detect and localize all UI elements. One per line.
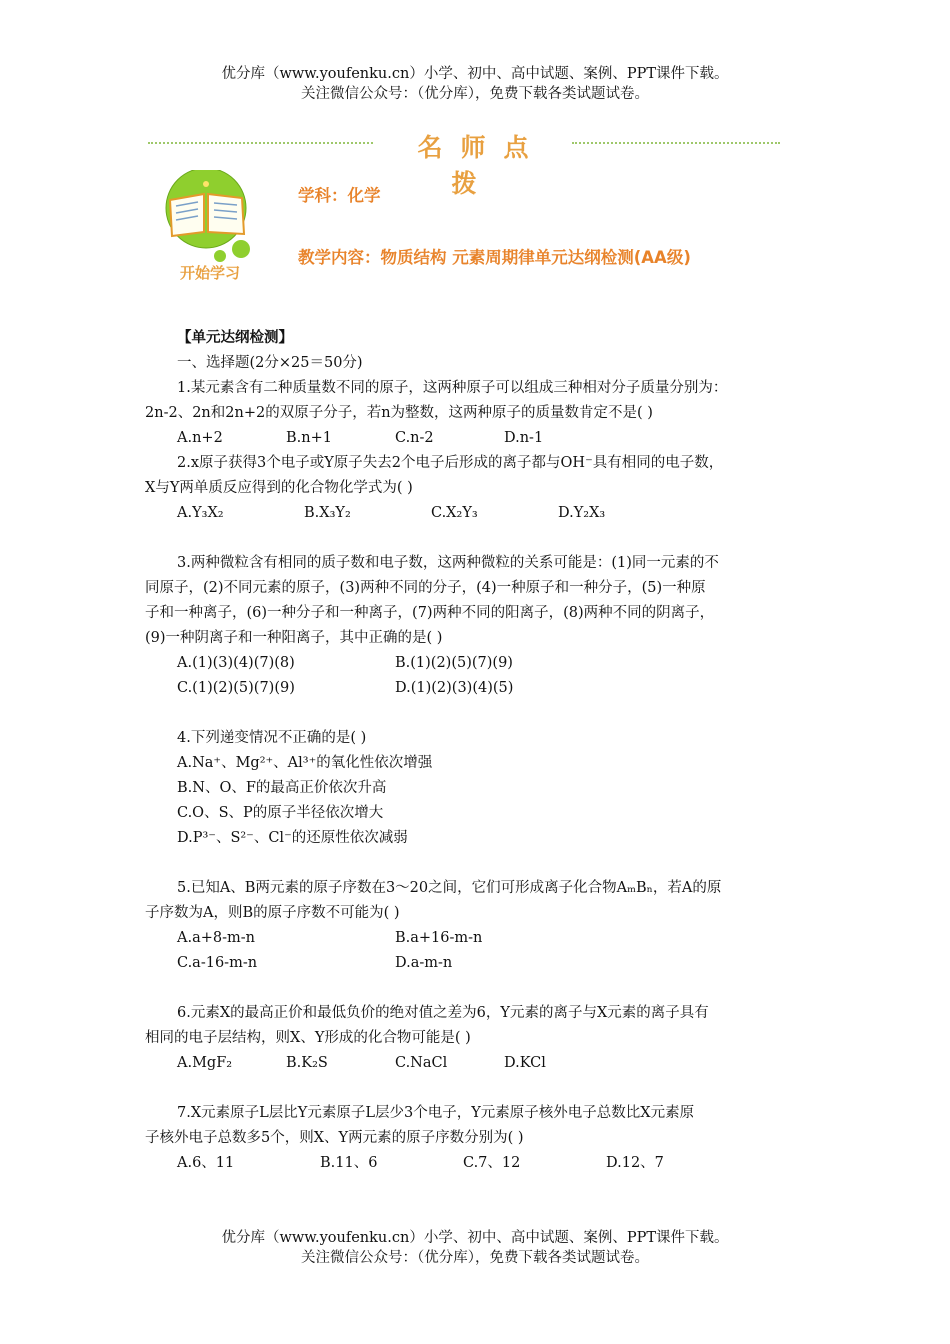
banner-title: 名师点拨 bbox=[417, 133, 547, 198]
q3-option-c: C.(1)(2)(5)(7)(9) bbox=[177, 680, 295, 696]
q3-options-row-2 bbox=[145, 676, 815, 701]
q4-option-d: D.P³⁻、S²⁻、Cl⁻的还原性依次减弱 bbox=[177, 830, 408, 846]
start-learning-logo bbox=[158, 170, 268, 290]
q1-option-d: D.n-1 bbox=[504, 430, 544, 446]
content-line: 教学内容：物质结构 元素周期律单元达纲检测(AA级) bbox=[298, 248, 691, 267]
q2-line-1: 2.x原子获得3个电子或Y原子失去2个电子后形成的离子都与OH⁻具有相同的电子数， bbox=[177, 455, 724, 471]
q3-option-b: B.(1)(2)(5)(7)(9) bbox=[395, 655, 513, 671]
q6-option-c: C.NaCl bbox=[395, 1055, 448, 1071]
q7-option-d: D.12、7 bbox=[606, 1155, 664, 1171]
banner-divider-left bbox=[148, 142, 373, 144]
q2-option-d: D.Y₂X₃ bbox=[558, 505, 606, 521]
q1-option-b: B.n+1 bbox=[286, 430, 332, 446]
header-line-1: 优分库（www.youfenku.cn）小学、初中、高中试题、案例、PPT课件下载。 bbox=[221, 66, 729, 82]
q5-option-b: B.a+16-m-n bbox=[395, 930, 483, 946]
q3-options-row-1 bbox=[145, 651, 815, 676]
q3-line-3: 子和一种离子，(6)一种分子和一种离子，(7)两种不同的阳离子，(8)两种不同的阴离子， bbox=[145, 605, 715, 621]
q5-options-row-1 bbox=[145, 926, 815, 951]
q1-option-a: A.n+2 bbox=[177, 430, 223, 446]
open-book-icon bbox=[158, 170, 268, 265]
q4-stem: 4.下列递变情况不正确的是( ) bbox=[177, 730, 367, 746]
section-subtitle: 一、选择题(2分×25＝50分) bbox=[177, 355, 363, 371]
q2-options bbox=[145, 501, 815, 526]
q6-line-1: 6.元素X的最高正价和最低负价的绝对值之差为6，Y元素的离子与X元素的离子具有 bbox=[177, 1005, 709, 1021]
q3-line-4: (9)一种阴离子和一种阳离子，其中正确的是( ) bbox=[145, 630, 443, 646]
q5-option-a: A.a+8-m-n bbox=[177, 930, 255, 946]
q2-option-a: A.Y₃X₂ bbox=[177, 505, 224, 521]
q5-options-row-2 bbox=[145, 951, 815, 976]
q3-option-a: A.(1)(3)(4)(7)(8) bbox=[177, 655, 295, 671]
q7-option-b: B.11、6 bbox=[320, 1155, 378, 1171]
q1-line-2: 2n-2、2n和2n+2的双原子分子，若n为整数，这两种原子的质量数肯定不是( ) bbox=[145, 405, 653, 421]
q4-option-c: C.O、S、P的原子半径依次增大 bbox=[177, 805, 384, 821]
q7-line-2: 子核外电子总数多5个，则X、Y两元素的原子序数分别为( ) bbox=[145, 1130, 524, 1146]
q2-option-c: C.X₂Y₃ bbox=[431, 505, 478, 521]
logo-caption: 开始学习 bbox=[180, 264, 241, 282]
q3-option-d: D.(1)(2)(3)(4)(5) bbox=[395, 680, 514, 696]
q1-options bbox=[145, 426, 815, 451]
q7-option-a: A.6、11 bbox=[177, 1155, 235, 1171]
q4-option-b: B.N、O、F的最高正价依次升高 bbox=[177, 780, 387, 796]
q1-line-1: 1.某元素含有二种质量数不同的原子，这两种原子可以组成三种相对分子质量分别为： bbox=[177, 380, 728, 396]
q4-option-a: A.Na⁺、Mg²⁺、Al³⁺的氧化性依次增强 bbox=[177, 755, 433, 771]
page-footer bbox=[0, 1228, 950, 1268]
header-line-2: 关注微信公众号：（优分库），免费下载各类试题试卷。 bbox=[301, 86, 649, 102]
banner-divider-right bbox=[572, 142, 780, 144]
q6-option-b: B.K₂S bbox=[286, 1055, 328, 1071]
q6-options bbox=[145, 1051, 815, 1076]
q6-option-d: D.KCl bbox=[504, 1055, 546, 1071]
q1-option-c: C.n-2 bbox=[395, 430, 434, 446]
q7-options bbox=[145, 1151, 815, 1176]
q7-option-c: C.7、12 bbox=[463, 1155, 521, 1171]
q7-line-1: 7.X元素原子L层比Y元素原子L层少3个电子，Y元素原子核外电子总数比X元素原 bbox=[177, 1105, 695, 1121]
q5-option-d: D.a-m-n bbox=[395, 955, 453, 971]
page-header bbox=[0, 64, 950, 104]
q5-line-2: 子序数为A，则B的原子序数不可能为( ) bbox=[145, 905, 400, 921]
q3-line-2: 同原子，(2)不同元素的原子，(3)两种不同的分子，(4)一种原子和一种分子，(5)一种原 bbox=[145, 580, 706, 596]
section-title: 【单元达纲检测】 bbox=[177, 330, 293, 346]
q6-option-a: A.MgF₂ bbox=[177, 1055, 233, 1071]
test-body bbox=[145, 326, 815, 1176]
footer-line-2: 关注微信公众号：（优分库），免费下载各类试题试卷。 bbox=[301, 1250, 649, 1266]
q5-option-c: C.a-16-m-n bbox=[177, 955, 258, 971]
q2-option-b: B.X₃Y₂ bbox=[304, 505, 351, 521]
footer-line-1: 优分库（www.youfenku.cn）小学、初中、高中试题、案例、PPT课件下载。 bbox=[221, 1230, 729, 1246]
q5-line-1: 5.已知A、B两元素的原子序数在3～20之间，它们可形成离子化合物AₘBₙ，若A的原 bbox=[177, 880, 722, 896]
q2-line-2: X与Y两单质反应得到的化合物化学式为( ) bbox=[145, 480, 413, 496]
subject-line: 学科：化学 bbox=[298, 186, 381, 205]
q3-line-1: 3.两种微粒含有相同的质子数和电子数，这两种微粒的关系可能是：(1)同一元素的不 bbox=[177, 555, 719, 571]
q6-line-2: 相同的电子层结构，则X、Y形成的化合物可能是( ) bbox=[145, 1030, 471, 1046]
